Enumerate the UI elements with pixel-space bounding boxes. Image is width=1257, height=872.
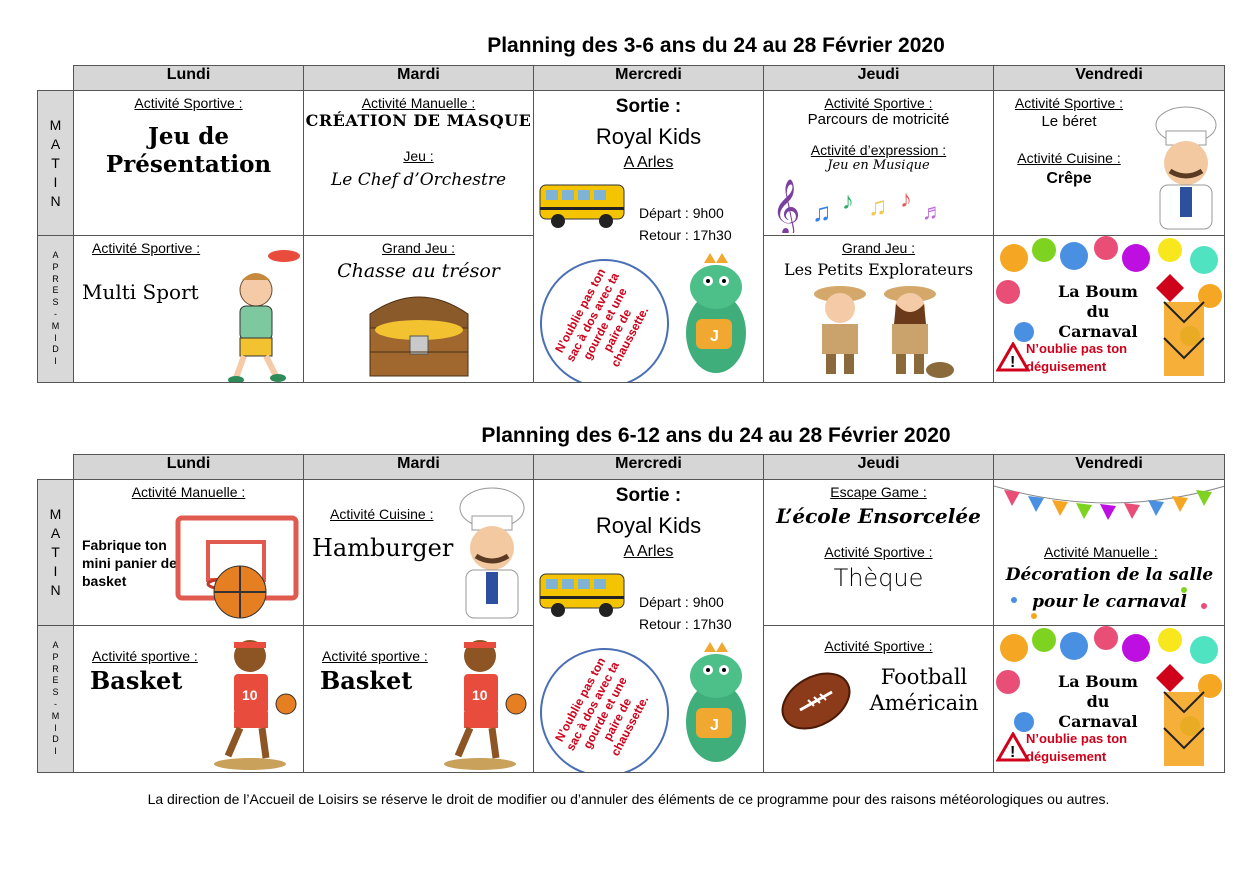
planning-title-6-12: Planning des 6-12 ans du 24 au 28 Février 2020 — [481, 424, 951, 447]
side-label-matin: M A T I N — [38, 91, 74, 236]
day-header-mardi: Mardi — [304, 66, 534, 91]
cell-jeudi-matin — [764, 91, 994, 236]
basketball-hoop-icon — [174, 514, 300, 622]
cell-mercredi-sortie — [534, 91, 764, 383]
day-header-vendredi: Vendredi — [994, 66, 1225, 91]
dragon-mascot-icon — [664, 642, 764, 772]
cell-mardi-matin — [304, 480, 534, 626]
school-bus-icon — [536, 179, 628, 231]
svg-text:♪: ♪ — [842, 188, 854, 215]
svg-text:♫: ♫ — [868, 191, 888, 221]
activity-title-2: Crêpe — [1046, 170, 1092, 187]
cell-vendredi-matin — [994, 91, 1225, 236]
day-header-lundi: Lundi — [74, 455, 304, 480]
activity-label: Activité sportive : — [322, 648, 428, 664]
svg-text:10: 10 — [472, 687, 488, 703]
sortie-label: Sortie : — [615, 96, 682, 117]
activity-title: Football Américain — [869, 665, 979, 715]
retour-time: Retour : 17h30 — [639, 227, 732, 243]
activity-label-2: Activité Sportive : — [824, 544, 933, 560]
svg-text:𝄞: 𝄞 — [772, 181, 801, 233]
basketball-player-icon — [434, 632, 534, 772]
day-header-vendredi: Vendredi — [994, 455, 1225, 480]
warning-icon — [996, 342, 1030, 372]
reminder-bubble: N’oublie pas ton sac à dos avec ta gourde et une paire de chaussette. — [534, 625, 692, 772]
chef-icon — [1140, 105, 1222, 233]
activity-label: Activité Sportive : — [92, 240, 201, 256]
activity-title: Fabrique ton mini panier de basket — [82, 537, 177, 589]
activity-title: L’école Ensorcelée — [776, 504, 981, 528]
cell-lundi-apres-midi — [74, 626, 304, 773]
svg-text:♫: ♫ — [812, 197, 832, 227]
activity-label: Activité Manuelle : — [131, 484, 246, 500]
activity-title: Le béret — [1041, 113, 1097, 130]
cell-mardi-apres-midi — [304, 626, 534, 773]
warning-text: N’oublie pas ton déguisement — [1026, 341, 1128, 374]
activity-title: Les Petits Explorateurs — [783, 260, 974, 279]
day-header-lundi: Lundi — [74, 66, 304, 91]
retour-time: Retour : 17h30 — [639, 616, 732, 632]
dragon-mascot-icon — [664, 253, 764, 383]
activity-label: Activité Manuelle : — [1044, 544, 1158, 560]
svg-text:♪: ♪ — [900, 186, 912, 213]
cell-vendredi-matin — [994, 480, 1225, 626]
activity-label: Activité Sportive : — [134, 95, 243, 111]
svg-text:!: ! — [1010, 354, 1016, 371]
warning-icon — [996, 732, 1030, 762]
cell-mardi-matin — [304, 91, 534, 236]
cell-mardi-apres-midi — [304, 236, 534, 383]
svg-text:10: 10 — [242, 687, 258, 703]
explorers-icon — [790, 280, 970, 380]
activity-title: Décoration de la salle pour le carnaval — [1005, 565, 1214, 612]
activity-title: Chasse au trésor — [337, 260, 500, 282]
chef-icon — [446, 486, 532, 622]
svg-text:J: J — [710, 328, 719, 345]
sortie-place: Royal Kids — [595, 513, 702, 538]
cell-lundi-apres-midi — [74, 236, 304, 383]
svg-text:♬: ♬ — [922, 199, 944, 224]
activity-label: Activité Cuisine : — [330, 506, 434, 522]
day-header-jeudi: Jeudi — [764, 455, 994, 480]
sortie-city: A Arles — [623, 543, 674, 560]
depart-time: Départ : 9h00 — [639, 205, 724, 221]
activity-label: Activité Manuelle : — [361, 95, 476, 111]
svg-text:!: ! — [1010, 744, 1016, 761]
activity-title: CRÉATION DE MASQUE — [305, 111, 532, 130]
side-label-matin: M A T I N — [38, 480, 74, 626]
activity-label-2: Activité d’expression : — [810, 142, 947, 158]
activity-label-2: Jeu : — [403, 148, 434, 164]
cell-lundi-matin — [74, 480, 304, 626]
activity-title: Basket — [320, 666, 413, 695]
cell-jeudi-apres-midi — [764, 626, 994, 773]
activity-label: Escape Game : — [830, 484, 927, 500]
activity-label: Activité Sportive : — [824, 95, 933, 111]
activity-label: Grand Jeu : — [381, 240, 456, 256]
svg-text:J: J — [710, 717, 719, 734]
day-header-mercredi: Mercredi — [534, 66, 764, 91]
treasure-chest-icon — [364, 284, 474, 380]
cell-vendredi-apres-midi — [994, 236, 1225, 383]
sortie-label: Sortie : — [615, 485, 682, 506]
activity-label: Grand Jeu : — [841, 240, 916, 256]
cell-mercredi-sortie — [534, 480, 764, 773]
planning-title-3-6: Planning des 3-6 ans du 24 au 28 Février 2020 — [487, 34, 945, 57]
warning-text: N’oublie pas ton déguisement — [1026, 731, 1128, 764]
boum-title: La Boum du Carnaval — [1058, 282, 1138, 341]
activity-title: Basket — [90, 666, 183, 695]
activity-label: Activité Sportive : — [1014, 95, 1124, 111]
day-header-jeudi: Jeudi — [764, 66, 994, 91]
activity-title: Multi Sport — [82, 280, 199, 304]
planning-table-3-6 — [37, 65, 1225, 383]
cell-jeudi-apres-midi — [764, 236, 994, 383]
activity-title-2: Thèque — [833, 564, 924, 592]
basketball-player-icon — [204, 632, 304, 772]
school-bus-icon — [536, 568, 628, 620]
music-notes-icon — [772, 179, 952, 233]
reminder-bubble: N’oublie pas ton sac à dos avec ta gourde et une paire de chaussette. — [534, 236, 692, 382]
footer-disclaimer: La direction de l’Accueil de Loisirs se réserve le droit de modifier ou d’annuler des éléments de ce programme pour des raisons météorologiques ou autres. — [147, 791, 1110, 807]
activity-title-2: Jeu en Musique — [827, 158, 930, 173]
activity-title: Parcours de motricité — [807, 111, 950, 128]
activity-title-2: Le Chef d’Orchestre — [330, 170, 507, 190]
cell-lundi-matin — [74, 91, 304, 236]
day-header-mardi: Mardi — [304, 455, 534, 480]
table-corner — [38, 66, 74, 91]
boum-title: La Boum du Carnaval — [1058, 672, 1138, 731]
activity-label: Activité sportive : — [92, 648, 198, 664]
activity-title: Hamburger — [312, 534, 454, 562]
activity-title: Jeu de Présentation — [105, 123, 272, 178]
day-header-mercredi: Mercredi — [534, 455, 764, 480]
planning-table-6-12 — [37, 454, 1225, 773]
sortie-place: Royal Kids — [595, 124, 702, 149]
side-label-apres-midi: A P R E S - M I D I — [38, 626, 74, 773]
table-corner — [38, 455, 74, 480]
kid-frisbee-icon — [214, 244, 304, 383]
sortie-city: A Arles — [623, 154, 674, 171]
american-football-icon — [776, 666, 856, 736]
side-label-apres-midi: A P R E S - M I D I — [38, 236, 74, 383]
depart-time: Départ : 9h00 — [639, 594, 724, 610]
activity-label-2: Activité Cuisine : — [1017, 150, 1121, 166]
cell-vendredi-apres-midi — [994, 626, 1225, 773]
activity-label: Activité Sportive : — [824, 638, 933, 654]
cell-jeudi-matin — [764, 480, 994, 626]
